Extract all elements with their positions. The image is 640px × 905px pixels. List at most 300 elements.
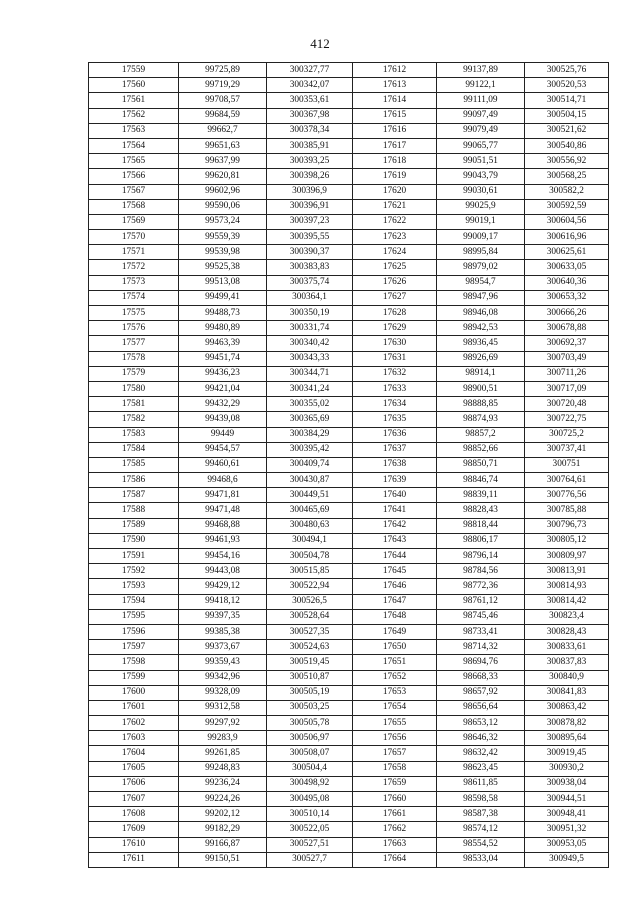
y-coordinate-cell: 300480,63 — [267, 518, 353, 533]
table-row — [89, 427, 609, 442]
x-coordinate-cell: 99373,67 — [179, 640, 267, 655]
y-coordinate-cell: 300725,2 — [525, 427, 609, 442]
y-coordinate-cell: 300515,85 — [267, 564, 353, 579]
x-coordinate-cell: 99620,81 — [179, 169, 267, 184]
table-row — [89, 564, 609, 579]
point-number-cell: 17657 — [353, 746, 437, 761]
y-coordinate-cell: 300525,76 — [525, 63, 609, 78]
point-number-cell: 17571 — [89, 245, 179, 260]
point-number-cell: 17574 — [89, 290, 179, 305]
table-row — [89, 351, 609, 366]
table-row — [89, 473, 609, 488]
y-coordinate-cell: 300813,91 — [525, 564, 609, 579]
coordinates-table — [88, 62, 609, 868]
y-coordinate-cell: 300592,59 — [525, 199, 609, 214]
table-row — [89, 655, 609, 670]
point-number-cell: 17628 — [353, 306, 437, 321]
x-coordinate-cell: 98828,43 — [437, 503, 525, 518]
x-coordinate-cell: 98954,7 — [437, 275, 525, 290]
point-number-cell: 17593 — [89, 579, 179, 594]
y-coordinate-cell: 300355,02 — [267, 397, 353, 412]
y-coordinate-cell: 300582,2 — [525, 184, 609, 199]
x-coordinate-cell: 99261,85 — [179, 746, 267, 761]
point-number-cell: 17609 — [89, 822, 179, 837]
point-number-cell: 17559 — [89, 63, 179, 78]
x-coordinate-cell: 99385,38 — [179, 624, 267, 639]
y-coordinate-cell: 300520,53 — [525, 78, 609, 93]
point-number-cell: 17612 — [353, 63, 437, 78]
point-number-cell: 17647 — [353, 594, 437, 609]
y-coordinate-cell: 300465,69 — [267, 503, 353, 518]
x-coordinate-cell: 99429,12 — [179, 579, 267, 594]
x-coordinate-cell: 98818,44 — [437, 518, 525, 533]
point-number-cell: 17663 — [353, 837, 437, 852]
x-coordinate-cell: 99637,99 — [179, 154, 267, 169]
table-row — [89, 154, 609, 169]
point-number-cell: 17565 — [89, 154, 179, 169]
point-number-cell: 17660 — [353, 792, 437, 807]
table-row — [89, 138, 609, 153]
table-row — [89, 260, 609, 275]
point-number-cell: 17568 — [89, 199, 179, 214]
x-coordinate-cell: 99248,83 — [179, 761, 267, 776]
x-coordinate-cell: 99471,81 — [179, 488, 267, 503]
y-coordinate-cell: 300504,4 — [267, 761, 353, 776]
y-coordinate-cell: 300522,05 — [267, 822, 353, 837]
point-number-cell: 17605 — [89, 761, 179, 776]
table-row — [89, 579, 609, 594]
x-coordinate-cell: 99651,63 — [179, 138, 267, 153]
point-number-cell: 17610 — [89, 837, 179, 852]
table-row — [89, 640, 609, 655]
y-coordinate-cell: 300350,19 — [267, 306, 353, 321]
y-coordinate-cell: 300397,23 — [267, 214, 353, 229]
x-coordinate-cell: 99463,39 — [179, 336, 267, 351]
x-coordinate-cell: 98850,71 — [437, 457, 525, 472]
y-coordinate-cell: 300503,25 — [267, 700, 353, 715]
x-coordinate-cell: 99097,49 — [437, 108, 525, 123]
table-row — [89, 518, 609, 533]
x-coordinate-cell: 99684,59 — [179, 108, 267, 123]
x-coordinate-cell: 99708,57 — [179, 93, 267, 108]
y-coordinate-cell: 300814,42 — [525, 594, 609, 609]
x-coordinate-cell: 99418,12 — [179, 594, 267, 609]
y-coordinate-cell: 300951,32 — [525, 822, 609, 837]
x-coordinate-cell: 98784,56 — [437, 564, 525, 579]
point-number-cell: 17573 — [89, 275, 179, 290]
point-number-cell: 17567 — [89, 184, 179, 199]
table-row — [89, 184, 609, 199]
point-number-cell: 17631 — [353, 351, 437, 366]
point-number-cell: 17638 — [353, 457, 437, 472]
y-coordinate-cell: 300340,42 — [267, 336, 353, 351]
y-coordinate-cell: 300375,74 — [267, 275, 353, 290]
x-coordinate-cell: 99451,74 — [179, 351, 267, 366]
x-coordinate-cell: 98632,42 — [437, 746, 525, 761]
x-coordinate-cell: 99439,08 — [179, 412, 267, 427]
point-number-cell: 17590 — [89, 533, 179, 548]
point-number-cell: 17643 — [353, 533, 437, 548]
point-number-cell: 17588 — [89, 503, 179, 518]
x-coordinate-cell: 99454,57 — [179, 442, 267, 457]
y-coordinate-cell: 300504,15 — [525, 108, 609, 123]
table-row — [89, 776, 609, 791]
point-number-cell: 17587 — [89, 488, 179, 503]
table-row — [89, 624, 609, 639]
point-number-cell: 17607 — [89, 792, 179, 807]
y-coordinate-cell: 300495,08 — [267, 792, 353, 807]
point-number-cell: 17600 — [89, 685, 179, 700]
x-coordinate-cell: 98611,85 — [437, 776, 525, 791]
x-coordinate-cell: 99043,79 — [437, 169, 525, 184]
point-number-cell: 17639 — [353, 473, 437, 488]
x-coordinate-cell: 99283,9 — [179, 731, 267, 746]
point-number-cell: 17637 — [353, 442, 437, 457]
y-coordinate-cell: 300556,92 — [525, 154, 609, 169]
x-coordinate-cell: 99065,77 — [437, 138, 525, 153]
y-coordinate-cell: 300343,33 — [267, 351, 353, 366]
x-coordinate-cell: 99297,92 — [179, 716, 267, 731]
point-number-cell: 17599 — [89, 670, 179, 685]
point-number-cell: 17577 — [89, 336, 179, 351]
point-number-cell: 17641 — [353, 503, 437, 518]
point-number-cell: 17645 — [353, 564, 437, 579]
x-coordinate-cell: 99461,93 — [179, 533, 267, 548]
point-number-cell: 17662 — [353, 822, 437, 837]
x-coordinate-cell: 98714,32 — [437, 640, 525, 655]
y-coordinate-cell: 300796,73 — [525, 518, 609, 533]
table-row — [89, 93, 609, 108]
table-row — [89, 594, 609, 609]
y-coordinate-cell: 300785,88 — [525, 503, 609, 518]
x-coordinate-cell: 98946,08 — [437, 306, 525, 321]
point-number-cell: 17597 — [89, 640, 179, 655]
x-coordinate-cell: 98914,1 — [437, 366, 525, 381]
y-coordinate-cell: 300948,41 — [525, 807, 609, 822]
y-coordinate-cell: 300430,87 — [267, 473, 353, 488]
x-coordinate-cell: 99019,1 — [437, 214, 525, 229]
table-row — [89, 336, 609, 351]
y-coordinate-cell: 300625,61 — [525, 245, 609, 260]
y-coordinate-cell: 300396,91 — [267, 199, 353, 214]
point-number-cell: 17560 — [89, 78, 179, 93]
x-coordinate-cell: 98936,45 — [437, 336, 525, 351]
point-number-cell: 17581 — [89, 397, 179, 412]
y-coordinate-cell: 300666,26 — [525, 306, 609, 321]
y-coordinate-cell: 300327,77 — [267, 63, 353, 78]
x-coordinate-cell: 99573,24 — [179, 214, 267, 229]
y-coordinate-cell: 300717,09 — [525, 381, 609, 396]
x-coordinate-cell: 98852,66 — [437, 442, 525, 457]
x-coordinate-cell: 99539,98 — [179, 245, 267, 260]
y-coordinate-cell: 300776,56 — [525, 488, 609, 503]
coordinates-table-body — [89, 63, 609, 868]
y-coordinate-cell: 300449,51 — [267, 488, 353, 503]
y-coordinate-cell: 300510,87 — [267, 670, 353, 685]
point-number-cell: 17602 — [89, 716, 179, 731]
point-number-cell: 17570 — [89, 230, 179, 245]
x-coordinate-cell: 98995,84 — [437, 245, 525, 260]
point-number-cell: 17569 — [89, 214, 179, 229]
y-coordinate-cell: 300527,35 — [267, 624, 353, 639]
table-row — [89, 366, 609, 381]
y-coordinate-cell: 300809,97 — [525, 549, 609, 564]
x-coordinate-cell: 98857,2 — [437, 427, 525, 442]
x-coordinate-cell: 99224,26 — [179, 792, 267, 807]
x-coordinate-cell: 98653,12 — [437, 716, 525, 731]
y-coordinate-cell: 300640,36 — [525, 275, 609, 290]
y-coordinate-cell: 300522,94 — [267, 579, 353, 594]
table-row — [89, 761, 609, 776]
point-number-cell: 17664 — [353, 852, 437, 867]
point-number-cell: 17661 — [353, 807, 437, 822]
x-coordinate-cell: 98926,69 — [437, 351, 525, 366]
point-number-cell: 17589 — [89, 518, 179, 533]
x-coordinate-cell: 99602,96 — [179, 184, 267, 199]
y-coordinate-cell: 300837,83 — [525, 655, 609, 670]
point-number-cell: 17585 — [89, 457, 179, 472]
y-coordinate-cell: 300823,4 — [525, 609, 609, 624]
y-coordinate-cell: 300505,78 — [267, 716, 353, 731]
point-number-cell: 17620 — [353, 184, 437, 199]
x-coordinate-cell: 99725,89 — [179, 63, 267, 78]
point-number-cell: 17642 — [353, 518, 437, 533]
x-coordinate-cell: 99590,06 — [179, 199, 267, 214]
y-coordinate-cell: 300341,24 — [267, 381, 353, 396]
table-row — [89, 716, 609, 731]
point-number-cell: 17646 — [353, 579, 437, 594]
y-coordinate-cell: 300510,14 — [267, 807, 353, 822]
y-coordinate-cell: 300930,2 — [525, 761, 609, 776]
table-row — [89, 290, 609, 305]
table-row — [89, 230, 609, 245]
y-coordinate-cell: 300764,61 — [525, 473, 609, 488]
point-number-cell: 17575 — [89, 306, 179, 321]
point-number-cell: 17561 — [89, 93, 179, 108]
point-number-cell: 17656 — [353, 731, 437, 746]
table-row — [89, 412, 609, 427]
y-coordinate-cell: 300514,71 — [525, 93, 609, 108]
x-coordinate-cell: 98598,58 — [437, 792, 525, 807]
point-number-cell: 17562 — [89, 108, 179, 123]
point-number-cell: 17580 — [89, 381, 179, 396]
x-coordinate-cell: 98900,51 — [437, 381, 525, 396]
y-coordinate-cell: 300526,5 — [267, 594, 353, 609]
y-coordinate-cell: 300506,97 — [267, 731, 353, 746]
point-number-cell: 17615 — [353, 108, 437, 123]
y-coordinate-cell: 300833,61 — [525, 640, 609, 655]
y-coordinate-cell: 300378,34 — [267, 123, 353, 138]
y-coordinate-cell: 300409,74 — [267, 457, 353, 472]
y-coordinate-cell: 300722,75 — [525, 412, 609, 427]
y-coordinate-cell: 300498,92 — [267, 776, 353, 791]
point-number-cell: 17572 — [89, 260, 179, 275]
point-number-cell: 17583 — [89, 427, 179, 442]
table-row — [89, 442, 609, 457]
y-coordinate-cell: 300616,96 — [525, 230, 609, 245]
point-number-cell: 17640 — [353, 488, 437, 503]
point-number-cell: 17655 — [353, 716, 437, 731]
table-row — [89, 533, 609, 548]
point-number-cell: 17592 — [89, 564, 179, 579]
y-coordinate-cell: 300393,25 — [267, 154, 353, 169]
y-coordinate-cell: 300331,74 — [267, 321, 353, 336]
x-coordinate-cell: 99166,87 — [179, 837, 267, 852]
y-coordinate-cell: 300953,05 — [525, 837, 609, 852]
point-number-cell: 17619 — [353, 169, 437, 184]
x-coordinate-cell: 99449 — [179, 427, 267, 442]
y-coordinate-cell: 300711,26 — [525, 366, 609, 381]
x-coordinate-cell: 99499,41 — [179, 290, 267, 305]
x-coordinate-cell: 99328,09 — [179, 685, 267, 700]
y-coordinate-cell: 300938,04 — [525, 776, 609, 791]
y-coordinate-cell: 300395,42 — [267, 442, 353, 457]
point-number-cell: 17653 — [353, 685, 437, 700]
point-number-cell: 17614 — [353, 93, 437, 108]
point-number-cell: 17611 — [89, 852, 179, 867]
point-number-cell: 17613 — [353, 78, 437, 93]
table-row — [89, 397, 609, 412]
y-coordinate-cell: 300841,83 — [525, 685, 609, 700]
point-number-cell: 17627 — [353, 290, 437, 305]
point-number-cell: 17629 — [353, 321, 437, 336]
x-coordinate-cell: 98796,14 — [437, 549, 525, 564]
point-number-cell: 17576 — [89, 321, 179, 336]
y-coordinate-cell: 300396,9 — [267, 184, 353, 199]
y-coordinate-cell: 300508,07 — [267, 746, 353, 761]
x-coordinate-cell: 99488,73 — [179, 306, 267, 321]
y-coordinate-cell: 300863,42 — [525, 700, 609, 715]
y-coordinate-cell: 300494,1 — [267, 533, 353, 548]
point-number-cell: 17648 — [353, 609, 437, 624]
x-coordinate-cell: 99719,29 — [179, 78, 267, 93]
y-coordinate-cell: 300737,41 — [525, 442, 609, 457]
point-number-cell: 17604 — [89, 746, 179, 761]
y-coordinate-cell: 300604,56 — [525, 214, 609, 229]
table-row — [89, 108, 609, 123]
y-coordinate-cell: 300678,88 — [525, 321, 609, 336]
x-coordinate-cell: 99468,88 — [179, 518, 267, 533]
point-number-cell: 17651 — [353, 655, 437, 670]
y-coordinate-cell: 300878,82 — [525, 716, 609, 731]
point-number-cell: 17659 — [353, 776, 437, 791]
x-coordinate-cell: 98947,96 — [437, 290, 525, 305]
x-coordinate-cell: 98623,45 — [437, 761, 525, 776]
x-coordinate-cell: 98745,46 — [437, 609, 525, 624]
x-coordinate-cell: 99454,16 — [179, 549, 267, 564]
point-number-cell: 17649 — [353, 624, 437, 639]
point-number-cell: 17630 — [353, 336, 437, 351]
x-coordinate-cell: 98888,85 — [437, 397, 525, 412]
point-number-cell: 17595 — [89, 609, 179, 624]
y-coordinate-cell: 300383,83 — [267, 260, 353, 275]
point-number-cell: 17621 — [353, 199, 437, 214]
y-coordinate-cell: 300568,25 — [525, 169, 609, 184]
y-coordinate-cell: 300519,45 — [267, 655, 353, 670]
y-coordinate-cell: 300633,05 — [525, 260, 609, 275]
table-row — [89, 746, 609, 761]
point-number-cell: 17623 — [353, 230, 437, 245]
y-coordinate-cell: 300398,26 — [267, 169, 353, 184]
table-row — [89, 852, 609, 867]
y-coordinate-cell: 300384,29 — [267, 427, 353, 442]
x-coordinate-cell: 99122,1 — [437, 78, 525, 93]
point-number-cell: 17579 — [89, 366, 179, 381]
x-coordinate-cell: 99480,89 — [179, 321, 267, 336]
table-row — [89, 837, 609, 852]
table-row — [89, 549, 609, 564]
point-number-cell: 17625 — [353, 260, 437, 275]
x-coordinate-cell: 98554,52 — [437, 837, 525, 852]
y-coordinate-cell: 300367,98 — [267, 108, 353, 123]
table-row — [89, 670, 609, 685]
x-coordinate-cell: 98772,36 — [437, 579, 525, 594]
x-coordinate-cell: 99460,61 — [179, 457, 267, 472]
y-coordinate-cell: 300814,93 — [525, 579, 609, 594]
y-coordinate-cell: 300528,64 — [267, 609, 353, 624]
x-coordinate-cell: 98761,12 — [437, 594, 525, 609]
x-coordinate-cell: 98806,17 — [437, 533, 525, 548]
y-coordinate-cell: 300653,32 — [525, 290, 609, 305]
point-number-cell: 17632 — [353, 366, 437, 381]
x-coordinate-cell: 99359,43 — [179, 655, 267, 670]
point-number-cell: 17626 — [353, 275, 437, 290]
point-number-cell: 17633 — [353, 381, 437, 396]
point-number-cell: 17596 — [89, 624, 179, 639]
point-number-cell: 17564 — [89, 138, 179, 153]
point-number-cell: 17622 — [353, 214, 437, 229]
y-coordinate-cell: 300751 — [525, 457, 609, 472]
x-coordinate-cell: 98656,64 — [437, 700, 525, 715]
x-coordinate-cell: 99202,12 — [179, 807, 267, 822]
x-coordinate-cell: 99468,6 — [179, 473, 267, 488]
point-number-cell: 17636 — [353, 427, 437, 442]
y-coordinate-cell: 300521,62 — [525, 123, 609, 138]
point-number-cell: 17650 — [353, 640, 437, 655]
point-number-cell: 17644 — [353, 549, 437, 564]
x-coordinate-cell: 99397,35 — [179, 609, 267, 624]
point-number-cell: 17578 — [89, 351, 179, 366]
point-number-cell: 17563 — [89, 123, 179, 138]
table-row — [89, 700, 609, 715]
point-number-cell: 17601 — [89, 700, 179, 715]
point-number-cell: 17654 — [353, 700, 437, 715]
y-coordinate-cell: 300385,91 — [267, 138, 353, 153]
table-row — [89, 488, 609, 503]
x-coordinate-cell: 98657,92 — [437, 685, 525, 700]
y-coordinate-cell: 300944,51 — [525, 792, 609, 807]
x-coordinate-cell: 98874,93 — [437, 412, 525, 427]
x-coordinate-cell: 99559,39 — [179, 230, 267, 245]
point-number-cell: 17618 — [353, 154, 437, 169]
table-row — [89, 306, 609, 321]
table-row — [89, 245, 609, 260]
point-number-cell: 17594 — [89, 594, 179, 609]
y-coordinate-cell: 300840,9 — [525, 670, 609, 685]
x-coordinate-cell: 98733,41 — [437, 624, 525, 639]
x-coordinate-cell: 99030,61 — [437, 184, 525, 199]
y-coordinate-cell: 300720,48 — [525, 397, 609, 412]
y-coordinate-cell: 300364,1 — [267, 290, 353, 305]
point-number-cell: 17598 — [89, 655, 179, 670]
y-coordinate-cell: 300353,61 — [267, 93, 353, 108]
table-row — [89, 609, 609, 624]
y-coordinate-cell: 300703,49 — [525, 351, 609, 366]
x-coordinate-cell: 99662,7 — [179, 123, 267, 138]
x-coordinate-cell: 98574,12 — [437, 822, 525, 837]
x-coordinate-cell: 99150,51 — [179, 852, 267, 867]
y-coordinate-cell: 300342,07 — [267, 78, 353, 93]
